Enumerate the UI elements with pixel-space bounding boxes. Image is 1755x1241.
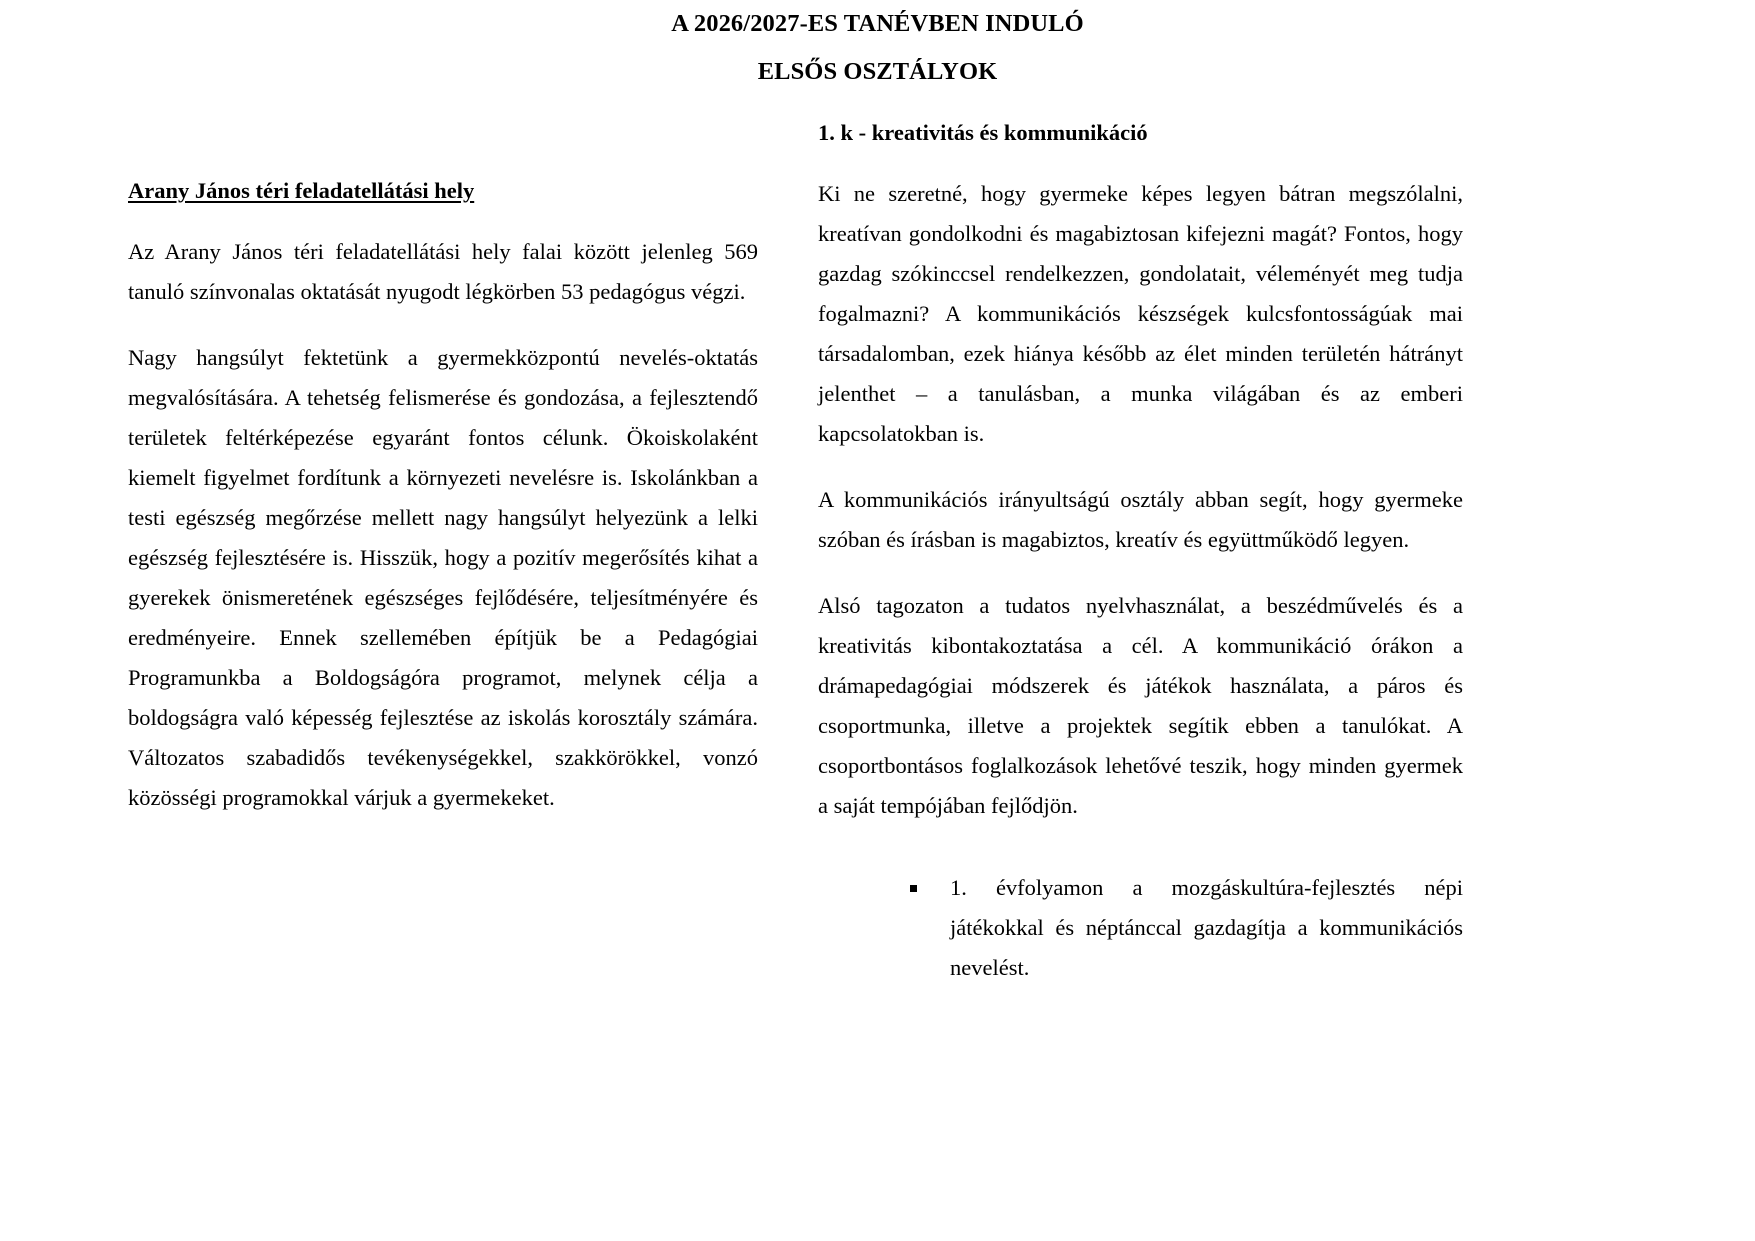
right-column <box>818 118 1755 988</box>
square-bullet-icon <box>910 885 917 892</box>
right-column-paragraph-2: A kommunikációs irányultságú osztály abban segít, hogy gyermeke szóban és írásban is magabiztos, kreatív és együttműködő legyen. <box>818 487 1463 552</box>
left-column-paragraph-2: Nagy hangsúlyt fektetünk a gyermekközpontú nevelés-oktatás megvalósítására. A tehetség felismerése és gondozása, a fejlesztendő területek feltérképezése egyaránt fontos célunk. Ökoiskolaként kiemelt figyelmet fordítunk a környezeti nevelésre is. Iskolánkban a testi egészség megőrzése mellett nagy hangsúlyt helyezünk a lelki egészség fejlesztésére is. Hisszük, hogy a pozitív megerősítés kihat a gyerekek önismeretének egészséges fejlődésére, teljesítményére és eredményeire. Ennek szellemében építjük be a Pedagógiai Programunkba a Boldogságóra programot, melynek célja a boldogságra való képesség fejlesztése az iskolás korosztály számára. Változatos szabadidős tevékenységekkel, szakkörökkel, vonzó közösségi programokkal várjuk a gyermekeket. <box>128 345 758 810</box>
page-title <box>0 0 1755 96</box>
right-column-paragraph-3: Alsó tagozaton a tudatos nyelvhasználat, a beszédművelés és a kreativitás kibontakoztatása a cél. A kommunikáció órákon a drámapedagógiai módszerek és játékok használata, a páros és csoportmunka, illetve a projektek segítik ebben a tanulókat. A csoportbontásos foglalkozások lehetővé teszik, hogy minden gyermek a saját tempójában fejlődjön. <box>818 593 1463 818</box>
list-item <box>818 868 1463 988</box>
page-title-line-2: ELSŐS OSZTÁLYOK <box>757 58 998 85</box>
right-column-paragraph-1: Ki ne szeretné, hogy gyermeke képes legyen bátran megszólalni, kreatívan gondolkodni és magabiztosan kifejezni magát? Fontos, hogy gazdag szókinccsel rendelkezzen, gondolatait, véleményét meg tudja fogalmazni? A kommunikációs készségek kulcsfontosságúak mai társadalomban, ezek hiánya később az élet minden területén hátrányt jelenthet – a tanulásban, a munka világában és az emberi kapcsolatokban is. <box>818 181 1463 446</box>
left-column <box>0 118 818 818</box>
left-column-paragraph-1: Az Arany János téri feladatellátási hely falai között jelenleg 569 tanuló színvonalas oktatását nyugodt légkörben 53 pedagógus végzi. <box>128 239 758 304</box>
page-title-line-1: A 2026/2027-ES TANÉVBEN INDULÓ <box>671 10 1084 37</box>
right-column-heading: 1. k - kreativitás és kommunikáció <box>818 120 1148 145</box>
left-column-heading: Arany János téri feladatellátási hely <box>128 178 475 203</box>
list-item-label: 1. évfolyamon a mozgáskultúra-fejlesztés népi játékokkal és néptánccal gazdagítja a kommunikációs nevelést. <box>950 875 1463 980</box>
two-column-body <box>0 118 1755 988</box>
right-column-bullet-list <box>818 868 1463 988</box>
